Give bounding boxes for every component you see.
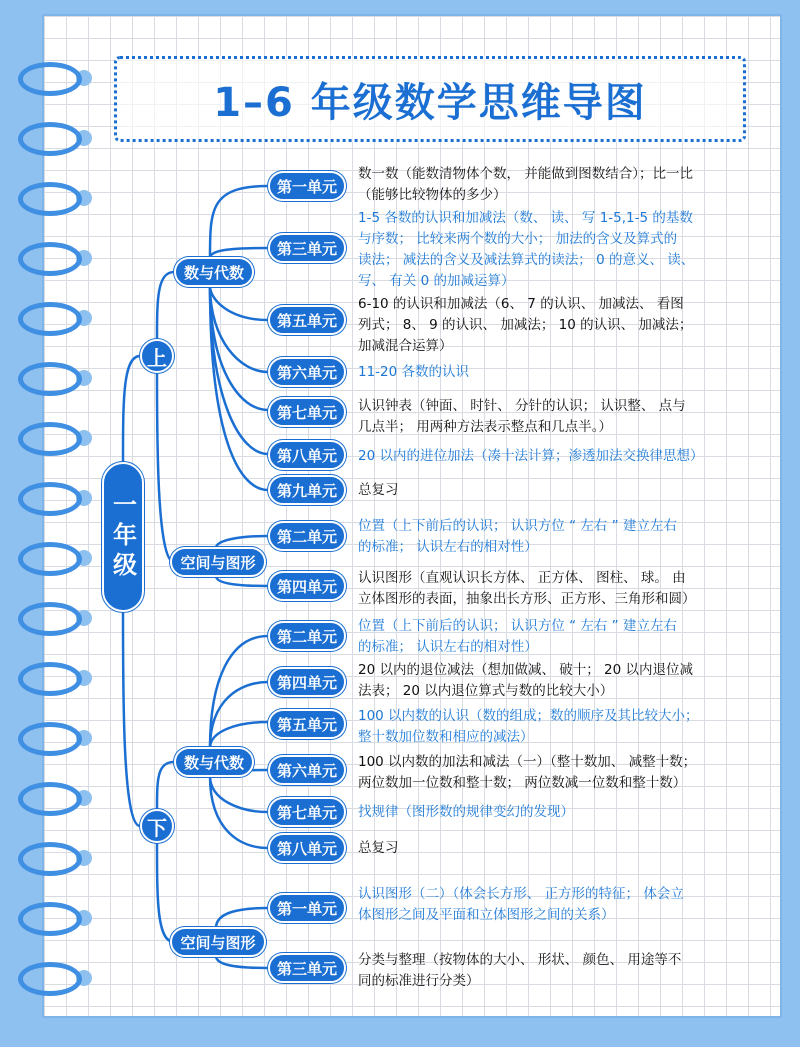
category-space-shape-second: 空间与图形 bbox=[170, 927, 266, 957]
unit-description: 总复习 bbox=[358, 482, 399, 498]
unit-description: 位置（上下前后的认识； 认识方位 “ 左右 ” 建立左右 的标准； 认识左右的相对性） bbox=[358, 618, 677, 655]
unit-description: 认识图形（直观认识长方体、 正方体、 图柱、 球。 由 立体图形的表面，抽象出长方形、正方形、三角形和圆） bbox=[358, 570, 696, 607]
grade-node: 一年级 bbox=[102, 462, 144, 612]
unit-node: 第一单元 bbox=[268, 171, 346, 201]
unit-node: 第二单元 bbox=[268, 521, 346, 551]
unit-description: 数一数（能数清物体个数， 并能做到图数结合）；比一比 （能够比较物体的多少） bbox=[358, 166, 694, 203]
unit-node: 第七单元 bbox=[268, 797, 346, 827]
category-numbers-algebra-first: 数与代数 bbox=[174, 257, 254, 287]
unit-description: 20 以内的进位加法（凑十法计算；渗透加法交换律思想） bbox=[358, 448, 704, 464]
term-first-node: 上 bbox=[140, 339, 174, 373]
unit-description: 6-10 的认识和加减法（6、 7 的认识、 加减法、 看图 列式； 8、 9 的认识、 加减法； 10 的认识、 加减法； 加减混合运算） bbox=[358, 296, 693, 354]
unit-description: 分类与整理（按物体的大小、 形状、 颜色、 用途等不 同的标准进行分类） bbox=[358, 952, 682, 989]
unit-node: 第八单元 bbox=[268, 833, 346, 863]
category-space-shape-first: 空间与图形 bbox=[170, 547, 266, 577]
unit-node: 第七单元 bbox=[268, 397, 346, 427]
category-numbers-algebra-second: 数与代数 bbox=[174, 747, 254, 777]
unit-node: 第八单元 bbox=[268, 440, 346, 470]
unit-node: 第三单元 bbox=[268, 953, 346, 983]
unit-node: 第四单元 bbox=[268, 571, 346, 601]
unit-description: 100 以内数的加法和减法（一）（整十数加、 减整十数； 两位数加一位数和整十数； 两位数减一位数和整十数） bbox=[358, 754, 697, 791]
unit-description: 1-5 各数的认识和加减法（数、 读、 写 1-5,1-5 的基数 与序数； 比较来两个数的大小； 加法的含义及算式的 读法； 减法的含义及减法算式的读法； 0 的意义、 读、 写、 有关 0 的加减运算） bbox=[358, 210, 695, 289]
unit-description: 找规律（图形数的规律变幻的发现） bbox=[358, 804, 574, 820]
unit-node: 第四单元 bbox=[268, 667, 346, 697]
term-second-node: 下 bbox=[140, 809, 174, 843]
unit-node: 第二单元 bbox=[268, 621, 346, 651]
unit-description: 认识图形（二）（体会长方形、 正方形的特征； 体会立 体图形之间及平面和立体图形之间的关系） bbox=[358, 886, 684, 923]
unit-node: 第六单元 bbox=[268, 357, 346, 387]
unit-description: 11-20 各数的认识 bbox=[358, 364, 470, 380]
unit-description: 总复习 bbox=[358, 840, 399, 856]
unit-node: 第五单元 bbox=[268, 305, 346, 335]
unit-description: 位置（上下前后的认识； 认识方位 “ 左右 ” 建立左右 的标准； 认识左右的相对性） bbox=[358, 518, 677, 555]
unit-node: 第九单元 bbox=[268, 475, 346, 505]
unit-description: 认识钟表（钟面、 时针、 分针的认识； 认识整、 点与 几点半； 用两种方法表示整点和几点半。） bbox=[358, 398, 686, 435]
unit-node: 第五单元 bbox=[268, 709, 346, 739]
unit-node: 第三单元 bbox=[268, 233, 346, 263]
unit-node: 第六单元 bbox=[268, 755, 346, 785]
page-title: 1–6 年级数学思维导图 bbox=[213, 79, 647, 126]
unit-description: 20 以内的退位减法（想加做减、 破十； 20 以内退位减 法表； 20 以内退位算式与数的比较大小） bbox=[358, 662, 694, 699]
unit-description: 100 以内数的认识（数的组成；数的顺序及其比较大小； 整十数加位数和相应的减法） bbox=[358, 708, 699, 745]
unit-node: 第一单元 bbox=[268, 893, 346, 923]
